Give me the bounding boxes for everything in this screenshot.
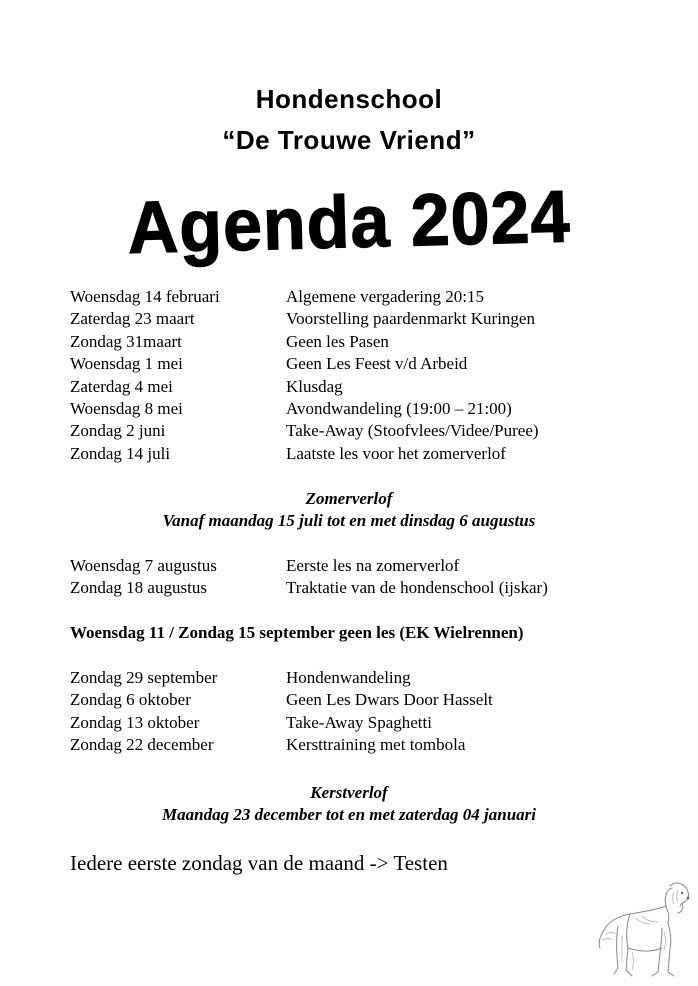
summer-break-range: Vanaf maandag 15 juli tot en met dinsdag 6 augustus [162, 511, 536, 530]
event-row [70, 286, 670, 308]
ek-notice: Woensdag 11 / Zondag 15 september geen les (EK Wielrennen) [70, 623, 524, 642]
event-date: Zondag 29 september [70, 668, 218, 687]
event-row [70, 331, 670, 353]
school-name: Hondenschool [255, 84, 443, 114]
event-row [70, 353, 670, 375]
event-description: Geen les Pasen [286, 331, 389, 351]
event-row [70, 376, 670, 398]
event-date: Zondag 31maart [70, 331, 182, 351]
club-name: “De Trouwe Vriend” [222, 125, 476, 155]
event-description: Take-Away Spaghetti [286, 712, 432, 732]
event-date: Zondag 13 oktober [70, 712, 200, 732]
event-date: Zondag 22 december [70, 735, 214, 755]
event-row [70, 667, 670, 689]
dog-illustration-icon [596, 876, 692, 980]
event-row [70, 555, 670, 577]
event-row [70, 443, 670, 465]
christmas-break-range: Maandag 23 december tot en met zaterdag 04 januari [162, 805, 536, 824]
event-date: Zondag 18 augustus [70, 578, 207, 598]
event-list-part3 [70, 667, 670, 757]
event-row [70, 420, 670, 442]
event-description: Hondenwandeling [286, 668, 411, 687]
footer-note: Iedere eerste zondag van de maand -> Testen [70, 851, 448, 875]
agenda-title: Agenda 2024 [126, 175, 572, 269]
event-description: Algemene vergadering 20:15 [286, 287, 484, 306]
event-description: Geen Les Dwars Door Hasselt [286, 690, 493, 710]
event-row [70, 734, 670, 756]
event-description: Laatste les voor het zomerverlof [286, 443, 506, 463]
event-date: Zaterdag 4 mei [70, 376, 173, 396]
event-row [70, 712, 670, 734]
christmas-break-title: Kerstverlof [310, 783, 388, 802]
event-row [70, 689, 670, 711]
event-description: Avondwandeling (19:00 – 21:00) [286, 398, 512, 418]
event-date: Woensdag 14 februari [70, 287, 220, 306]
event-list-part1 [70, 286, 670, 465]
event-description: Klusdag [286, 376, 343, 396]
event-description: Take-Away (Stoofvlees/Videe/Puree) [286, 421, 539, 441]
event-description: Traktatie van de hondenschool (ijskar) [286, 578, 548, 598]
event-date: Woensdag 8 mei [70, 398, 183, 418]
event-date: Woensdag 1 mei [70, 354, 183, 374]
event-row [70, 398, 670, 420]
event-description: Eerste les na zomerverlof [286, 556, 460, 575]
event-list-part2 [70, 555, 670, 600]
event-row [70, 577, 670, 599]
event-date: Zaterdag 23 maart [70, 309, 195, 329]
event-row [70, 308, 670, 330]
event-description: Voorstelling paardenmarkt Kuringen [286, 309, 535, 329]
event-description: Kersttraining met tombola [286, 735, 466, 755]
event-date: Zondag 14 juli [70, 443, 171, 463]
event-date: Woensdag 7 augustus [70, 556, 217, 575]
summer-break-title: Zomerverlof [305, 489, 393, 508]
event-date: Zondag 6 oktober [70, 690, 191, 710]
event-date: Zondag 2 juni [70, 421, 166, 441]
event-description: Geen Les Feest v/d Arbeid [286, 354, 468, 374]
